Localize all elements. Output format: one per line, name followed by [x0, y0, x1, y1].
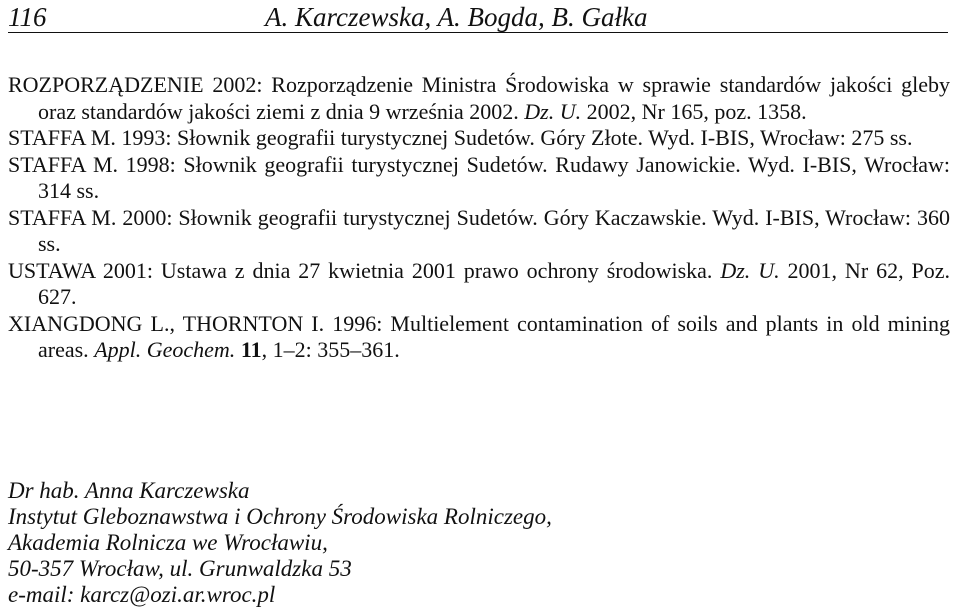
author-street: 50-357 Wrocław, ul. Grunwaldzka 53 — [8, 556, 352, 581]
reference-text-run: , 1–2: 355–361. — [261, 337, 400, 362]
author-institute: Instytut Gleboznawstwa i Ochrony Środowiska Rolniczego, — [8, 504, 552, 529]
reference-text-run: ROZPORZĄDZENIE 2002: Rozporządzenie Ministra Środowiska w sprawie standardów jakości gleby oraz standardów jakości ziemi z dnia 9 września 2002. — [8, 72, 950, 124]
reference-staffa-2000 — [8, 205, 950, 258]
reference-text-run: Appl. Geochem. — [94, 337, 236, 362]
author-name: Dr hab. Anna Karczewska — [8, 478, 250, 503]
reference-ustawa — [8, 258, 950, 311]
reference-list — [8, 72, 950, 364]
reference-text-run: STAFFA M. 2000: Słownik geografii turystycznej Sudetów. Góry Kaczawskie. Wyd. I-BIS, Wrocław: 360 ss. — [8, 204, 950, 256]
reference-text-run: STAFFA M. 1998: Słownik geografii turystycznej Sudetów. Rudawy Janowickie. Wyd. I-BIS, Wrocław: 314 ss. — [8, 151, 950, 203]
reference-text-run: 11 — [240, 337, 262, 362]
reference-text-run: Dz. U. — [524, 98, 582, 124]
reference-staffa-1998 — [8, 152, 950, 205]
page-number: 116 — [8, 2, 47, 32]
author-email[interactable]: e-mail: karcz@ozi.ar.wroc.pl — [8, 582, 276, 607]
reference-rozporzadzenie — [8, 72, 950, 125]
reference-text-run: 2001, Nr 62, Poz. 627. — [38, 257, 950, 309]
running-head-authors: A. Karczewska, A. Bogda, B. Gałka — [265, 2, 648, 32]
reference-text-run: XIANGDONG L., THORNTON I. 1996: Multielement contamination of soils and plants in old mining areas. — [8, 310, 950, 362]
header-rule — [8, 32, 948, 33]
running-head — [8, 2, 948, 36]
reference-text-run: STAFFA M. 1993: Słownik geografii turystycznej Sudetów. Góry Złote. Wyd. I-BIS, Wrocław: 275 ss. — [8, 125, 913, 150]
reference-xiangdong — [8, 311, 950, 364]
reference-text-run: 2002, Nr 165, poz. 1358. — [581, 98, 807, 124]
reference-staffa-1993 — [8, 125, 950, 152]
reference-text-run: Dz. U. — [720, 257, 780, 283]
author-address — [8, 478, 948, 608]
reference-text-run: USTAWA 2001: Ustawa z dnia 27 kwietnia 2001 prawo ochrony środowiska. — [8, 257, 721, 283]
author-university: Akademia Rolnicza we Wrocławiu, — [8, 530, 328, 555]
